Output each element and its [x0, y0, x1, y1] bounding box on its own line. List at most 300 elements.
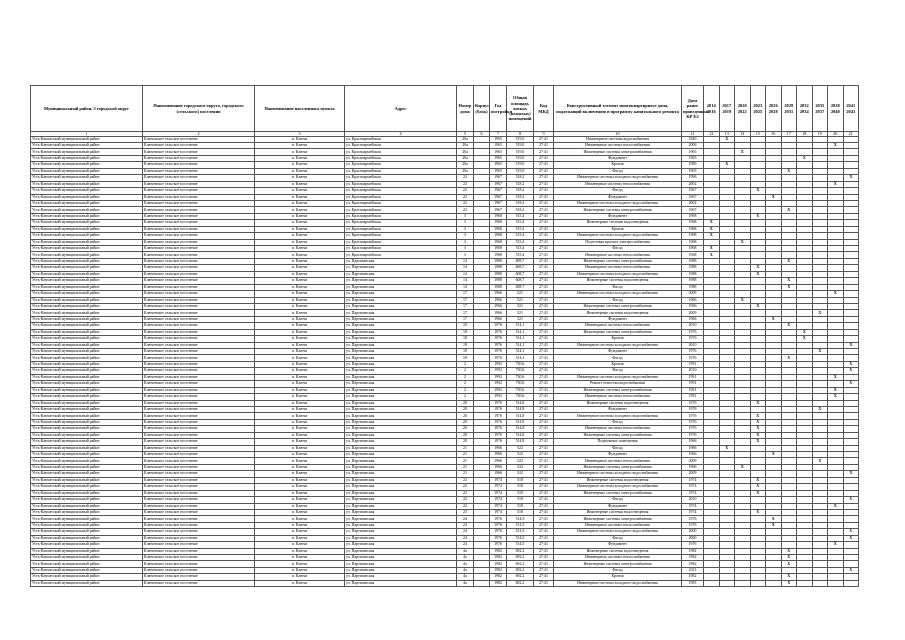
locality-cell: п. Ключи	[255, 516, 345, 522]
element-cell: Инженерные системы теплоснабжения	[554, 181, 682, 187]
period-cell	[843, 580, 859, 586]
settlement-cell: Ключевское сельское поселение	[143, 297, 255, 303]
previous-repair-cell: 1974	[682, 509, 704, 515]
period-cell: X	[750, 477, 766, 483]
district-cell: Усть-Камчатский муниципальный район	[31, 374, 143, 380]
period-cell: X	[812, 349, 828, 355]
period-cell	[750, 580, 766, 586]
code-cell: 27:41	[534, 497, 554, 503]
district-cell: Усть-Камчатский муниципальный район	[31, 555, 143, 561]
area-cell: 518,2	[507, 181, 534, 187]
address-cell: ул. Партизанская	[345, 497, 457, 503]
settlement-cell: Ключевское сельское поселение	[143, 323, 255, 329]
period-cell: X	[781, 574, 797, 580]
column-number: 20	[828, 132, 844, 137]
previous-repair-cell: 1965	[682, 155, 704, 161]
district-cell: Усть-Камчатский муниципальный район	[31, 271, 143, 277]
year-cell: 1974	[490, 477, 507, 483]
year-cell: 1976	[490, 342, 507, 348]
address-cell: ул. Партизанская	[345, 542, 457, 548]
year-cell: 1976	[490, 349, 507, 355]
code-cell: 27:41	[534, 342, 554, 348]
year-cell: 1974	[490, 490, 507, 496]
address-cell: ул. Красноармейская	[345, 162, 457, 168]
period-cell: X	[843, 529, 859, 535]
house-number-cell: 22	[457, 200, 474, 206]
element-cell: Фасад	[554, 246, 682, 252]
year-cell: 1992	[490, 374, 507, 380]
address-cell: ул. Партизанская	[345, 413, 457, 419]
previous-repair-cell: 1976	[682, 329, 704, 335]
house-number-cell: 18	[457, 342, 474, 348]
previous-repair-cell: 1988	[682, 265, 704, 271]
district-cell: Усть-Камчатский муниципальный район	[31, 542, 143, 548]
area-cell: 518,2	[507, 207, 534, 213]
year-cell: 1965	[490, 149, 507, 155]
locality-cell: п. Ключи	[255, 175, 345, 181]
year-cell: 1976	[490, 426, 507, 432]
period-cell: X	[766, 316, 782, 322]
area-cell: 518,2	[507, 175, 534, 181]
column-number: 16	[766, 132, 782, 137]
code-cell: 27:41	[534, 503, 554, 509]
locality-cell: п. Ключи	[255, 477, 345, 483]
area-cell: 692,2	[507, 574, 534, 580]
locality-cell: п. Ключи	[255, 168, 345, 174]
house-number-cell: 20а	[457, 149, 474, 155]
previous-repair-cell: 1968	[682, 246, 704, 252]
code-cell: 27:41	[534, 194, 554, 200]
locality-cell: п. Ключи	[255, 406, 345, 412]
element-cell: Фундамент	[554, 542, 682, 548]
code-cell: 27:41	[534, 361, 554, 367]
house-number-cell: 20	[457, 432, 474, 438]
district-cell: Усть-Камчатский муниципальный район	[31, 181, 143, 187]
address-cell: ул. Партизанская	[345, 310, 457, 316]
year-cell: 1965	[490, 143, 507, 149]
code-cell: 27:41	[534, 381, 554, 387]
house-number-cell: 18	[457, 355, 474, 361]
period-cell: X	[812, 458, 828, 464]
code-cell: 27:41	[534, 548, 554, 554]
period-cell: X	[719, 162, 735, 168]
settlement-cell: Ключевское сельское поселение	[143, 445, 255, 451]
settlement-cell: Ключевское сельское поселение	[143, 316, 255, 322]
locality-cell: п. Ключи	[255, 200, 345, 206]
settlement-cell: Ключевское сельское поселение	[143, 194, 255, 200]
period-cell: X	[781, 555, 797, 561]
code-cell: 27:41	[534, 400, 554, 406]
code-cell: 27:41	[534, 226, 554, 232]
element-cell: Фасад	[554, 168, 682, 174]
column-header: Наименование городского округа, городского (сельского) поселения	[143, 86, 255, 132]
area-cell: 519,0	[507, 162, 534, 168]
previous-repair-cell: 1968	[682, 213, 704, 219]
period-cell: X	[781, 278, 797, 284]
period-cell: X	[781, 284, 797, 290]
period-cell: X	[843, 567, 859, 573]
settlement-cell: Ключевское сельское поселение	[143, 136, 255, 142]
settlement-cell: Ключевское сельское поселение	[143, 413, 255, 419]
address-cell: ул. Красноармейская	[345, 149, 457, 155]
period-cell: X	[843, 368, 859, 374]
code-cell: 27:41	[534, 580, 554, 586]
address-cell: ул. Партизанская	[345, 400, 457, 406]
code-cell: 27:41	[534, 439, 554, 445]
locality-cell: п. Ключи	[255, 426, 345, 432]
previous-repair-cell: 1976	[682, 432, 704, 438]
settlement-cell: Ключевское сельское поселение	[143, 542, 255, 548]
column-header: 2020 2022	[735, 86, 751, 132]
settlement-cell: Ключевское сельское поселение	[143, 220, 255, 226]
element-cell: Инженерные системы теплоснабжения	[554, 323, 682, 329]
year-cell: 1982	[490, 555, 507, 561]
house-number-cell: 2	[457, 387, 474, 393]
year-cell: 1967	[490, 207, 507, 213]
column-header: Муниципальный район, 3 городской округ	[31, 86, 143, 132]
house-number-cell: 14	[457, 271, 474, 277]
area-cell: 519,0	[507, 168, 534, 174]
district-cell: Усть-Камчатский муниципальный район	[31, 265, 143, 271]
area-cell: 608,7	[507, 265, 534, 271]
address-cell: ул. Партизанская	[345, 258, 457, 264]
district-cell: Усть-Камчатский муниципальный район	[31, 239, 143, 245]
year-cell: 1976	[490, 323, 507, 329]
element-cell: Инженерные системы теплоснабжения	[554, 458, 682, 464]
code-cell: 27:41	[534, 220, 554, 226]
settlement-cell: Ключевское сельское поселение	[143, 336, 255, 342]
element-cell: Фундамент	[554, 406, 682, 412]
area-cell: 522	[507, 458, 534, 464]
house-number-cell: 24	[457, 529, 474, 535]
locality-cell: п. Ключи	[255, 213, 345, 219]
house-number-cell: 22	[457, 194, 474, 200]
district-cell: Усть-Камчатский муниципальный район	[31, 535, 143, 541]
district-cell: Усть-Камчатский муниципальный район	[31, 394, 143, 400]
district-cell: Усть-Камчатский муниципальный район	[31, 419, 143, 425]
address-cell: ул. Партизанская	[345, 439, 457, 445]
district-cell: Усть-Камчатский муниципальный район	[31, 580, 143, 586]
previous-repair-cell: 1976	[682, 349, 704, 355]
year-cell: 1992	[490, 394, 507, 400]
house-number-cell: 21	[457, 458, 474, 464]
house-number-cell: 4а	[457, 574, 474, 580]
house-number-cell: 3	[457, 226, 474, 232]
element-cell: Фундамент	[554, 213, 682, 219]
address-cell: ул. Красноармейская	[345, 181, 457, 187]
house-number-cell: 20	[457, 419, 474, 425]
element-cell: Кровля	[554, 226, 682, 232]
locality-cell: п. Ключи	[255, 181, 345, 187]
previous-repair-cell: 1982	[682, 555, 704, 561]
address-cell: ул. Партизанская	[345, 567, 457, 573]
element-cell: Инженерные системы электроснабжения	[554, 561, 682, 567]
year-cell: 1976	[490, 529, 507, 535]
previous-repair-cell: 2010	[682, 497, 704, 503]
column-header: Год постройки	[490, 86, 507, 132]
district-cell: Усть-Камчатский муниципальный район	[31, 477, 143, 483]
period-cell	[735, 580, 751, 586]
address-cell: ул. Партизанская	[345, 349, 457, 355]
locality-cell: п. Ключи	[255, 349, 345, 355]
area-cell: 521	[507, 310, 534, 316]
previous-repair-cell: 1976	[682, 400, 704, 406]
previous-repair-cell: 1991	[682, 387, 704, 393]
period-cell: X	[781, 580, 797, 586]
address-cell: ул. Партизанская	[345, 509, 457, 515]
settlement-cell: Ключевское сельское поселение	[143, 509, 255, 515]
code-cell: 27:41	[534, 509, 554, 515]
district-cell: Усть-Камчатский муниципальный район	[31, 323, 143, 329]
settlement-cell: Ключевское сельское поселение	[143, 432, 255, 438]
year-cell: 1965	[490, 168, 507, 174]
period-cell: X	[750, 265, 766, 271]
house-number-cell: 23	[457, 509, 474, 515]
year-cell: 1965	[490, 136, 507, 142]
code-cell: 27:41	[534, 284, 554, 290]
locality-cell: п. Ключи	[255, 258, 345, 264]
code-cell: 27:41	[534, 168, 554, 174]
area-cell: 514,1	[507, 342, 534, 348]
address-cell: ул. Красноармейская	[345, 226, 457, 232]
settlement-cell: Ключевское сельское поселение	[143, 387, 255, 393]
address-cell: ул. Партизанская	[345, 503, 457, 509]
district-cell: Усть-Камчатский муниципальный район	[31, 162, 143, 168]
year-cell: 1968	[490, 239, 507, 245]
column-number: 3	[255, 132, 345, 137]
house-number-cell: 22	[457, 175, 474, 181]
locality-cell: п. Ключи	[255, 278, 345, 284]
element-cell: Ремонт отмостки водоснабжения	[554, 381, 682, 387]
code-cell: 27:41	[534, 188, 554, 194]
district-cell: Усть-Камчатский муниципальный район	[31, 342, 143, 348]
address-cell: ул. Партизанская	[345, 316, 457, 322]
district-cell: Усть-Камчатский муниципальный район	[31, 168, 143, 174]
house-number-cell: 24	[457, 535, 474, 541]
element-cell: Инженерные системы холодного водоснабжения	[554, 291, 682, 297]
previous-repair-cell: 1966	[682, 316, 704, 322]
area-cell: 521	[507, 303, 534, 309]
address-cell: ул. Партизанская	[345, 432, 457, 438]
previous-repair-cell: 1966	[682, 464, 704, 470]
address-cell: ул. Партизанская	[345, 406, 457, 412]
district-cell: Усть-Камчатский муниципальный район	[31, 149, 143, 155]
locality-cell: п. Ключи	[255, 310, 345, 316]
house-number-cell: 20а	[457, 136, 474, 142]
element-cell: Инженерные системы электроснабжения	[554, 490, 682, 496]
code-cell: 27:41	[534, 258, 554, 264]
element-cell: Фундамент	[554, 155, 682, 161]
period-cell: X	[750, 426, 766, 432]
previous-repair-cell: 1982	[682, 574, 704, 580]
year-cell: 1988	[490, 284, 507, 290]
area-cell: 518,2	[507, 200, 534, 206]
district-cell: Усть-Камчатский муниципальный район	[31, 213, 143, 219]
code-cell: 27:41	[534, 303, 554, 309]
previous-repair-cell: 1966	[682, 303, 704, 309]
address-cell: ул. Красноармейская	[345, 200, 457, 206]
address-cell: ул. Красноармейская	[345, 136, 457, 142]
address-cell: ул. Красноармейская	[345, 233, 457, 239]
period-cell: X	[812, 310, 828, 316]
settlement-cell: Ключевское сельское поселение	[143, 258, 255, 264]
address-cell: ул. Партизанская	[345, 419, 457, 425]
element-cell: Фасад	[554, 535, 682, 541]
year-cell: 1988	[490, 278, 507, 284]
period-cell: X	[843, 361, 859, 367]
house-number-cell: 20а	[457, 168, 474, 174]
period-cell: X	[750, 188, 766, 194]
area-cell: 518,2	[507, 194, 534, 200]
locality-cell: п. Ключи	[255, 432, 345, 438]
settlement-cell: Ключевское сельское поселение	[143, 355, 255, 361]
locality-cell: п. Ключи	[255, 265, 345, 271]
locality-cell: п. Ключи	[255, 194, 345, 200]
code-cell: 27:41	[534, 265, 554, 271]
area-cell: 518	[507, 477, 534, 483]
code-cell: 27:41	[534, 181, 554, 187]
previous-repair-cell: 1976	[682, 426, 704, 432]
locality-cell: п. Ключи	[255, 329, 345, 335]
column-number: 2	[143, 132, 255, 137]
address-cell: ул. Партизанская	[345, 361, 457, 367]
previous-repair-cell: 2011	[682, 567, 704, 573]
previous-repair-cell: 1976	[682, 516, 704, 522]
locality-cell: п. Ключи	[255, 555, 345, 561]
district-cell: Усть-Камчатский муниципальный район	[31, 226, 143, 232]
previous-repair-cell: 1967	[682, 194, 704, 200]
element-cell: Инженерные системы холодного водоснабжения	[554, 374, 682, 380]
element-cell: Инженерные системы водоотведения	[554, 278, 682, 284]
area-cell: 514,8	[507, 426, 534, 432]
year-cell: 1988	[490, 258, 507, 264]
locality-cell: п. Ключи	[255, 542, 345, 548]
locality-cell: п. Ключи	[255, 342, 345, 348]
column-header: Наименование населенного пункта	[255, 86, 345, 132]
building-cell	[474, 580, 490, 586]
element-cell: Фасад	[554, 297, 682, 303]
house-number-cell: 22	[457, 503, 474, 509]
area-cell: 514,5	[507, 535, 534, 541]
locality-cell: п. Ключи	[255, 368, 345, 374]
element-cell: Инженерные системы электроснабжения	[554, 464, 682, 470]
element-cell: Инженерные системы теплоснабжения	[554, 426, 682, 432]
period-cell: X	[750, 400, 766, 406]
district-cell: Усть-Камчатский муниципальный район	[31, 355, 143, 361]
address-cell: ул. Партизанская	[345, 574, 457, 580]
previous-repair-cell: 1976	[682, 413, 704, 419]
area-cell: 514,8	[507, 406, 534, 412]
house-number-cell: 4а	[457, 555, 474, 561]
element-cell: Инженерные системы электроснабжения	[554, 432, 682, 438]
period-cell: X	[781, 258, 797, 264]
house-number-cell: 24	[457, 542, 474, 548]
element-cell: Инженерные системы электроснабжения	[554, 149, 682, 155]
period-cell: X	[781, 323, 797, 329]
district-cell: Усть-Камчатский муниципальный район	[31, 246, 143, 252]
table-row	[31, 580, 859, 586]
settlement-cell: Ключевское сельское поселение	[143, 516, 255, 522]
settlement-cell: Ключевское сельское поселение	[143, 580, 255, 586]
year-cell: 1966	[490, 291, 507, 297]
year-cell: 1966	[490, 464, 507, 470]
previous-repair-cell: 1982	[682, 561, 704, 567]
period-cell: X	[704, 252, 720, 258]
district-cell: Усть-Камчатский муниципальный район	[31, 452, 143, 458]
period-cell: X	[719, 136, 735, 142]
column-header: 2014 2016	[704, 86, 720, 132]
column-number: 10	[554, 132, 682, 137]
area-cell: 518	[507, 509, 534, 515]
previous-repair-cell: 1974	[682, 490, 704, 496]
house-number-cell: 2	[457, 361, 474, 367]
element-cell: Инженерные системы холодного водоснабжения	[554, 271, 682, 277]
element-cell: Инженерные системы водоотведения	[554, 548, 682, 554]
locality-cell: п. Ключи	[255, 561, 345, 567]
address-cell: ул. Партизанская	[345, 342, 457, 348]
house-number-cell: 20а	[457, 155, 474, 161]
area-cell: 514,8	[507, 432, 534, 438]
district-cell: Усть-Камчатский муниципальный район	[31, 252, 143, 258]
column-header: Адрес	[345, 86, 457, 132]
area-cell: 518	[507, 484, 534, 490]
house-number-cell: 3	[457, 239, 474, 245]
period-cell: X	[843, 381, 859, 387]
district-cell: Усть-Камчатский муниципальный район	[31, 291, 143, 297]
address-cell: ул. Партизанская	[345, 278, 457, 284]
district-cell: Усть-Камчатский муниципальный район	[31, 561, 143, 567]
period-cell: X	[781, 207, 797, 213]
district-cell: Усть-Камчатский муниципальный район	[31, 522, 143, 528]
locality-cell: п. Ключи	[255, 439, 345, 445]
column-header: 2032 2034	[797, 86, 813, 132]
previous-repair-cell: 1996	[682, 175, 704, 181]
district-cell: Усть-Камчатский муниципальный район	[31, 458, 143, 464]
element-cell: Кровля	[554, 574, 682, 580]
element-cell: Инженерные системы теплоснабжения	[554, 252, 682, 258]
year-cell: 1976	[490, 439, 507, 445]
period-cell: X	[735, 464, 751, 470]
year-cell: 1966	[490, 310, 507, 316]
locality-cell: п. Ключи	[255, 464, 345, 470]
house-number-cell: 18	[457, 336, 474, 342]
year-cell: 1966	[490, 445, 507, 451]
district-cell: Усть-Камчатский муниципальный район	[31, 310, 143, 316]
address-cell: ул. Партизанская	[345, 445, 457, 451]
code-cell: 27:41	[534, 452, 554, 458]
previous-repair-cell: 1974	[682, 477, 704, 483]
locality-cell: п. Ключи	[255, 580, 345, 586]
element-cell: Кровля	[554, 336, 682, 342]
district-cell: Усть-Камчатский муниципальный район	[31, 574, 143, 580]
year-cell: 1982	[490, 580, 507, 586]
previous-repair-cell: 1976	[682, 336, 704, 342]
address-cell: ул. Красноармейская	[345, 155, 457, 161]
element-cell: Инженерные системы электроснабжения	[554, 258, 682, 264]
area-cell: 515,4	[507, 239, 534, 245]
settlement-cell: Ключевское сельское поселение	[143, 291, 255, 297]
address-cell: ул. Партизанская	[345, 471, 457, 477]
area-cell: 522	[507, 445, 534, 451]
year-cell: 1976	[490, 400, 507, 406]
settlement-cell: Ключевское сельское поселение	[143, 342, 255, 348]
element-cell: Инженерные системы холодного водоснабжения	[554, 413, 682, 419]
column-number: 8	[507, 132, 534, 137]
period-cell: X	[750, 413, 766, 419]
settlement-cell: Ключевское сельское поселение	[143, 278, 255, 284]
district-cell: Усть-Камчатский муниципальный район	[31, 233, 143, 239]
code-cell: 27:41	[534, 297, 554, 303]
